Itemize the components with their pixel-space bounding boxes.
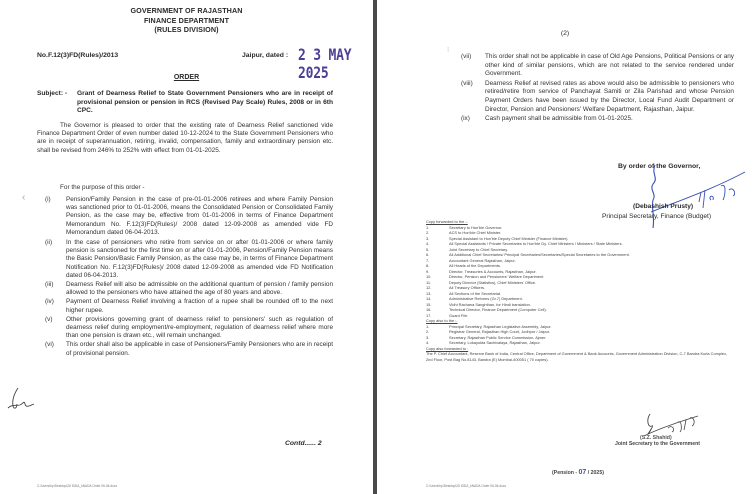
- reference-number: No.F.12(3)FD(Rules)/2013: [37, 52, 119, 59]
- item-text: Other provisions governing grant of dearness relief to pensioners' such as regulation of dearness relief during employment/re-employment, regulation of dearness relief where more than one pension is drawn etc., will remain unchanged.: [66, 315, 333, 340]
- letterhead: [0, 6, 373, 35]
- letterhead-line: (RULES DIVISION): [154, 25, 219, 35]
- item-number: (iii): [45, 281, 54, 289]
- item-number: (iv): [45, 298, 54, 306]
- item-number: (vii): [461, 53, 472, 60]
- distribution-item-text: All Additional Chief Secretaries/ Principal Secretaries/Secretaries/Special Secretaries to the Government.: [449, 252, 630, 257]
- distribution-item-number: 11.: [426, 279, 432, 285]
- pension-reference: [552, 469, 604, 476]
- distribution-item-text: All Treasury Officers.: [449, 285, 486, 290]
- signatory-designation: Principal Secretary, Finance (Budget): [602, 213, 712, 220]
- list-item: [45, 281, 333, 297]
- list-item: [45, 316, 333, 341]
- distribution-item-number: 5.: [426, 246, 430, 252]
- item-text: Dearness Relief at revised rates as above would also be admissible to pensioners who retired/retire from service of Panchayat Samiti or Zila Parishad and whose Pension Payment Orders have been issued by the Director, Local Fund Audit Department or Director, Pension and Pensioners' Welfare Department, Rajasthan, Jaipur.: [485, 79, 734, 113]
- distribution-item-text: Vidhi Rachana Sanghthan, for Hindi translation.: [449, 301, 531, 307]
- pension-ref-prefix: (Pension -: [552, 470, 578, 476]
- file-path-footer: C:\Users\hp\Desktop\26 IDDA_kNADA Order 06-06.docx: [426, 484, 507, 488]
- distribution-item-text: Joint Secretary to Chief Secretary.: [449, 246, 508, 252]
- rbi-recipient: The P. Chief Accountant, Reserve Bank of India, Central Office, Department of Government & Bank Accounts, Government Administration Division, C-7 Bandra Kurla Complex, 2nd Floor, Post Bag No.8143, Bandra (E) Mumbai-400051 ( 70 copies).: [426, 351, 728, 362]
- document-page-1: [0, 0, 373, 494]
- item-text: Dearness Relief will also be admissible on the additional quantum of pension / family pension allowed to the pensioners who have attained the age of 80 years and above.: [66, 281, 333, 297]
- distribution-item-number: 3.: [426, 235, 430, 241]
- copy-forwarded-list: [426, 225, 731, 319]
- distribution-item-number: 6.: [426, 252, 430, 257]
- item-text: In the case of pensioners who retire from service on or after 01-01-2006 or where family pension is sanctioned for the first time on or after 01-01-2006, Pension/Family Pension means the Basic Pension/Basic Family Pension, as the case may be, in terms of Finance Department Notification No. F.12(3)FD(Rules)/ 2008 dated 12-09-2008 as amended vide FD Notification dated 06-04-2013.: [66, 239, 333, 279]
- distribution-item-number: 1.: [426, 323, 430, 329]
- continued-note: Contd...... 2: [285, 440, 322, 447]
- item-text: Payment of Dearness Relief involving a fraction of a rupee shall be rounded off to the next higher rupee.: [66, 298, 333, 314]
- item-number: (vi): [45, 341, 54, 349]
- distribution-item-number: 12.: [426, 285, 432, 290]
- distribution-item-number: 8.: [426, 263, 430, 268]
- distribution-item-number: 1.: [426, 224, 430, 230]
- purpose-line: For the purpose of this order -: [60, 184, 145, 191]
- list-item: [45, 341, 333, 357]
- distribution-item-text: Director, Treasuries & Accounts, Rajasthan, Jaipur.: [449, 268, 537, 274]
- distribution-item-number: 13.: [426, 290, 432, 296]
- list-item: [461, 53, 734, 79]
- distribution-item-number: 9.: [426, 268, 430, 274]
- list-item: [45, 298, 333, 314]
- intro-paragraph: The Governor is pleased to order that the existing rate of Dearness Relief sanctioned vide Finance Department Order of even number dated 10-12-2024 to the State Government Pensioners who are in receipt of superannuation, retiring, invalid, compensation, family and extraordinary pension etc. shall be revised from 246% to 252% with effect from 01-01-2025.: [37, 122, 333, 154]
- initials-signature-left: [4, 386, 36, 414]
- distribution-item-text: Secretary to Hon'ble Governor.: [449, 224, 503, 230]
- distribution-item-text: All Sections of the Secretariat.: [449, 290, 502, 296]
- item-number: (viii): [461, 79, 473, 87]
- distribution-item-text: Technical Director, Finance Department (Computer Cell).: [449, 307, 547, 312]
- item-number: (v): [45, 315, 53, 323]
- list-item: [461, 115, 734, 124]
- signatory-name: (Debashish Prusty): [633, 203, 694, 210]
- document-page-2: [377, 0, 753, 494]
- pension-ref-suffix: / 2025): [587, 470, 604, 476]
- item-text: This order shall not be applicable in case of Old Age Pensions, Political Pensions or any other kind of similar pensions, which are not related to the service rendered under Government.: [485, 53, 734, 78]
- item-number: (ix): [461, 115, 470, 123]
- item-text: Cash payment shall be admissible from 01-01-2025.: [485, 115, 633, 123]
- distribution-item-number: 15.: [426, 301, 432, 307]
- letterhead-line: GOVERNMENT OF RAJASTHAN: [130, 6, 243, 15]
- distribution-item-number: 3.: [426, 334, 430, 340]
- subject-text: Grant of Dearness Relief to State Government Pensioners who are in receipt of provisional pension or pension in RCS (Revised Pay Scale) Rules, 2008 or in 6th CPC.: [77, 90, 333, 115]
- distribution-item-text: All Heads of the Departments.: [449, 263, 501, 268]
- distribution-item-text: Special Assistant to Hon'ble Deputy Chief Minister (Finance Minister).: [449, 235, 569, 241]
- margin-bracket-mark: ‹: [22, 192, 26, 203]
- item-number: (i): [45, 196, 51, 203]
- list-item: [45, 196, 333, 237]
- distribution-item-number: 4.: [426, 340, 430, 345]
- distribution-item-text: Guard File.: [449, 312, 469, 318]
- letterhead-line: FINANCE DEPARTMENT: [143, 15, 230, 25]
- item-text: Pension/Family Pension in the case of pre-01-01-2006 retirees and where Family Pension was sanctioned prior to 01-01-2006, means the Consolidated Pension or Consolidated Family Pension, as the case may be, effective from 01-01-2006 in terms of Finance Department Memorandum No. F.12(3)FD(Rules)/ 2008 dated 12-09-2008 as amended vide FD Memorandum dated 06-04-2013.: [66, 196, 333, 236]
- distribution-item-text: All Special Assistants / Private Secretaries to Hon'ble Dy. Chief Ministers / Ministers / State Ministers.: [449, 241, 623, 246]
- subject-label: Subject: -: [37, 90, 68, 97]
- joint-secretary-designation: Joint Secretary to the Government: [615, 441, 701, 447]
- list-item: [461, 80, 734, 114]
- copy-also-heading: Copy also to the :-: [426, 318, 458, 323]
- page-number: (2): [560, 30, 570, 37]
- distribution-item-number: 2.: [426, 230, 430, 235]
- item-number: (ii): [45, 239, 53, 247]
- joint-secretary-signature: [642, 410, 702, 438]
- distribution-item-text: Accountant General Rajasthan, Jaipur.: [449, 257, 516, 263]
- joint-secretary-name: (S.Z. Shahid): [640, 435, 672, 441]
- by-order-line: By order of the Governor,: [618, 163, 701, 170]
- copy-also-forwarded-heading: Copy also forwarded to :: [426, 345, 469, 351]
- list-item: [45, 239, 333, 280]
- date-stamp: 2 3 MAY 2025: [298, 47, 352, 83]
- order-items-list-continued: [461, 53, 734, 124]
- order-title-text: ORDER: [173, 74, 200, 81]
- distribution-item-text: Director, Pension and Pensioners' Welfare Department: [449, 274, 544, 279]
- distribution-item-number: 16.: [426, 307, 432, 312]
- order-title: [0, 74, 373, 81]
- pension-ref-handwritten-number: 07: [578, 469, 587, 476]
- distribution-item-number: 17.: [426, 312, 432, 318]
- distribution-item-number: 10.: [426, 274, 432, 279]
- distribution-item-text: Administrative Reforms (Gr.7) Department.: [449, 296, 523, 301]
- distribution-item-number: 2.: [426, 329, 430, 334]
- distribution-item-text: Registrar General, Rajasthan High Court, Jodhpur / Jaipur.: [449, 329, 550, 334]
- file-path-footer: C:\Users\hp\Desktop\26 IDDA_kNADA Order 06-06.docx: [37, 484, 118, 488]
- distribution-item-text: Secretary, Lokayukta Sachivalaya, Rajasthan, Jaipur.: [449, 340, 541, 345]
- distribution-item-text: ACS to Hon'ble Chief Minister.: [449, 230, 502, 235]
- distribution-item-number: 14.: [426, 296, 432, 301]
- distribution-item-number: 7.: [426, 257, 430, 263]
- distribution-item-text: Secretary, Rajasthan Public Service Commission, Ajmer.: [449, 334, 547, 340]
- order-items-list: [45, 196, 333, 358]
- distribution-list: [426, 219, 731, 362]
- distribution-item-text: Principal Secretary, Rajasthan Legislative Assembly, Jaipur.: [449, 323, 552, 329]
- item-text: This order shall also be applicable in case of Pensioners/Family Pensioners who are in receipt of provisional pension.: [66, 341, 333, 357]
- copy-forwarded-heading: Copy forwarded to the :-: [426, 219, 468, 224]
- distribution-item-text: Deputy Director (Statistics), Chief Ministers' Office.: [449, 279, 537, 285]
- dated-label: Jaipur, dated :: [242, 52, 289, 59]
- margin-mark: ⁝: [447, 47, 450, 54]
- copy-also-list: [426, 324, 731, 346]
- distribution-item-number: 4.: [426, 241, 430, 246]
